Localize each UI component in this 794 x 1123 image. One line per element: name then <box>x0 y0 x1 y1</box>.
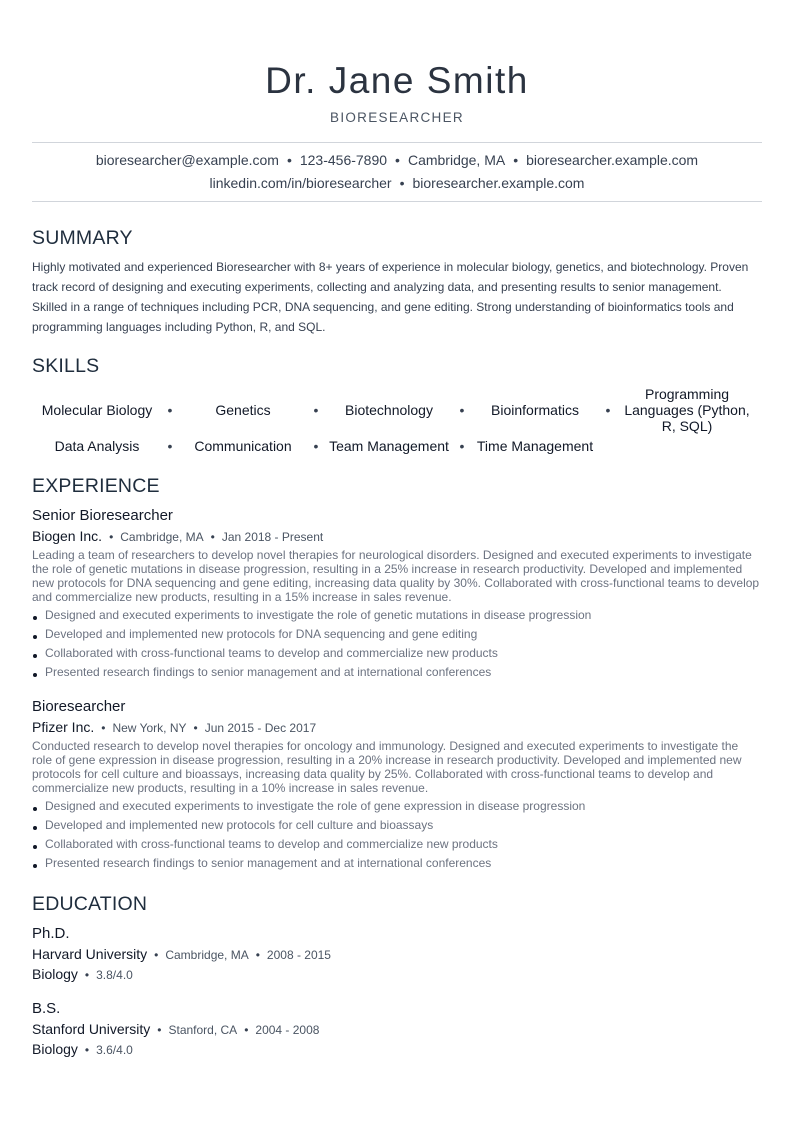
skill-separator: • <box>459 438 465 454</box>
job-bullet: Developed and implemented new protocols for DNA sequencing and gene editing <box>32 626 760 645</box>
job-company: Pfizer Inc. <box>32 719 95 735</box>
header-divider-top <box>32 142 762 143</box>
skill-item: Bioinformatics <box>491 402 579 418</box>
skill-item: Biotechnology <box>345 402 433 418</box>
job-description: Leading a team of researchers to develop novel therapies for neurological disorders. Designed and executed experiments to investigate the role of genetic mutations in disease progression, resulting in a 25% increase in research productivity. Developed and implemented new protocols for DNA sequencing and gene editing, increasing data quality by 30%. Collaborated with cross-functional teams to develop and commercialize new products, resulting in a 15% increase in sales revenue. <box>32 548 760 604</box>
summary-heading: SUMMARY <box>32 227 133 249</box>
job-company: Biogen Inc. <box>32 528 103 544</box>
skill-separator: • <box>313 402 319 418</box>
job-bullet: Presented research findings to senior management and at international conferences <box>32 664 760 683</box>
job-bullet: Designed and executed experiments to investigate the role of genetic mutations in disease progression <box>32 607 760 626</box>
job-location: Cambridge, MA <box>120 530 204 544</box>
education-degree: B.S. <box>32 1000 61 1017</box>
education-field: Biology <box>32 966 78 982</box>
skills-row-1 <box>32 386 762 434</box>
skill-item: Team Management <box>329 438 449 454</box>
education-heading: EDUCATION <box>32 893 148 915</box>
job-meta: Biogen Inc. • Cambridge, MA • Jan 2018 - Present <box>32 528 324 544</box>
job-title: Bioresearcher <box>32 698 126 715</box>
contact-email[interactable]: bioresearcher@example.com <box>95 152 279 168</box>
skill-separator: • <box>459 402 465 418</box>
job-bullet-list <box>32 798 760 874</box>
contact-linkedin[interactable]: linkedin.com/in/bioresearcher <box>209 175 392 191</box>
education-school: Harvard University <box>32 946 148 962</box>
education-field: Biology <box>32 1041 78 1057</box>
skill-item: Data Analysis <box>54 438 140 454</box>
job-meta: Pfizer Inc. • New York, NY • Jun 2015 - Dec 2017 <box>32 719 317 735</box>
job-bullet: Collaborated with cross-functional teams to develop and commercialize new products <box>32 645 760 664</box>
job-description: Conducted research to develop novel therapies for oncology and immunology. Designed and executed experiments to investigate the role of gene expression in disease progression, resulting in a 20% increase in research productivity. Developed and implemented new protocols for cell culture and bioassays, increasing data quality by 25%. Collaborated with cross-functional teams to develop and commercialize new products, resulting in a 10% increase in sales revenue. <box>32 739 742 795</box>
education-school: Stanford University <box>32 1021 151 1037</box>
education-location: Stanford, CA <box>168 1023 238 1037</box>
job-bullet: Presented research findings to senior management and at international conferences <box>32 855 760 874</box>
skill-item: Time Management <box>476 438 594 454</box>
candidate-name: Dr. Jane Smith <box>265 60 529 101</box>
education-degree: Ph.D. <box>32 925 70 942</box>
skill-item: Programming Languages (Python, R, SQL) <box>624 386 750 434</box>
job-bullet: Collaborated with cross-functional teams to develop and commercialize new products <box>32 836 760 855</box>
skill-separator: • <box>167 438 173 454</box>
education-gpa: 3.8/4.0 <box>96 968 133 982</box>
contact-location: Cambridge, MA <box>407 152 506 168</box>
education-field-line: Biology • 3.6/4.0 <box>32 1041 133 1057</box>
skill-separator: • <box>313 438 319 454</box>
skill-item: Genetics <box>215 402 271 418</box>
education-gpa: 3.6/4.0 <box>96 1043 133 1057</box>
skill-item: Molecular Biology <box>41 402 153 418</box>
skill-separator: • <box>167 402 173 418</box>
experience-heading: EXPERIENCE <box>32 475 160 497</box>
job-location: New York, NY <box>112 721 187 735</box>
skills-heading: SKILLS <box>32 355 100 377</box>
job-bullet-list <box>32 607 760 683</box>
header-divider-bottom <box>32 201 762 202</box>
job-dates: Jun 2015 - Dec 2017 <box>204 721 317 735</box>
contact-website-2[interactable]: bioresearcher.example.com <box>412 175 585 191</box>
summary-text: Highly motivated and experienced Bioresearcher with 8+ years of experience in molecular biology, genetics, and biotechnology. Proven track record of designing and executing experiments, collecting and analyzing data, and presenting results to senior management. Skilled in a range of techniques including PCR, DNA sequencing, and gene editing. Strong understanding of bioinformatics tools and programming languages including Python, R, and SQL. <box>32 260 749 334</box>
contact-website[interactable]: bioresearcher.example.com <box>526 152 699 168</box>
job-dates: Jan 2018 - Present <box>221 530 324 544</box>
contact-line-1: bioresearcher@example.com • 123-456-7890 • Cambridge, MA • bioresearcher.example.com <box>95 152 699 168</box>
contact-line-2: linkedin.com/in/bioresearcher • bioresearcher.example.com <box>209 175 585 191</box>
candidate-title: BIORESEARCHER <box>330 110 464 125</box>
skill-item: Communication <box>194 438 292 454</box>
job-bullet: Developed and implemented new protocols for cell culture and bioassays <box>32 817 760 836</box>
job-bullet: Designed and executed experiments to investigate the role of gene expression in disease progression <box>32 798 760 817</box>
education-field-line: Biology • 3.8/4.0 <box>32 966 133 982</box>
contact-phone[interactable]: 123-456-7890 <box>299 152 388 168</box>
education-school-line: Harvard University • Cambridge, MA • 2008 - 2015 <box>32 946 331 962</box>
skills-row-2 <box>32 436 762 456</box>
education-dates: 2004 - 2008 <box>255 1023 320 1037</box>
education-school-line: Stanford University • Stanford, CA • 2004 - 2008 <box>32 1021 320 1037</box>
education-dates: 2008 - 2015 <box>266 948 331 962</box>
skill-separator: • <box>605 402 611 418</box>
education-location: Cambridge, MA <box>165 948 249 962</box>
job-title: Senior Bioresearcher <box>32 507 173 524</box>
